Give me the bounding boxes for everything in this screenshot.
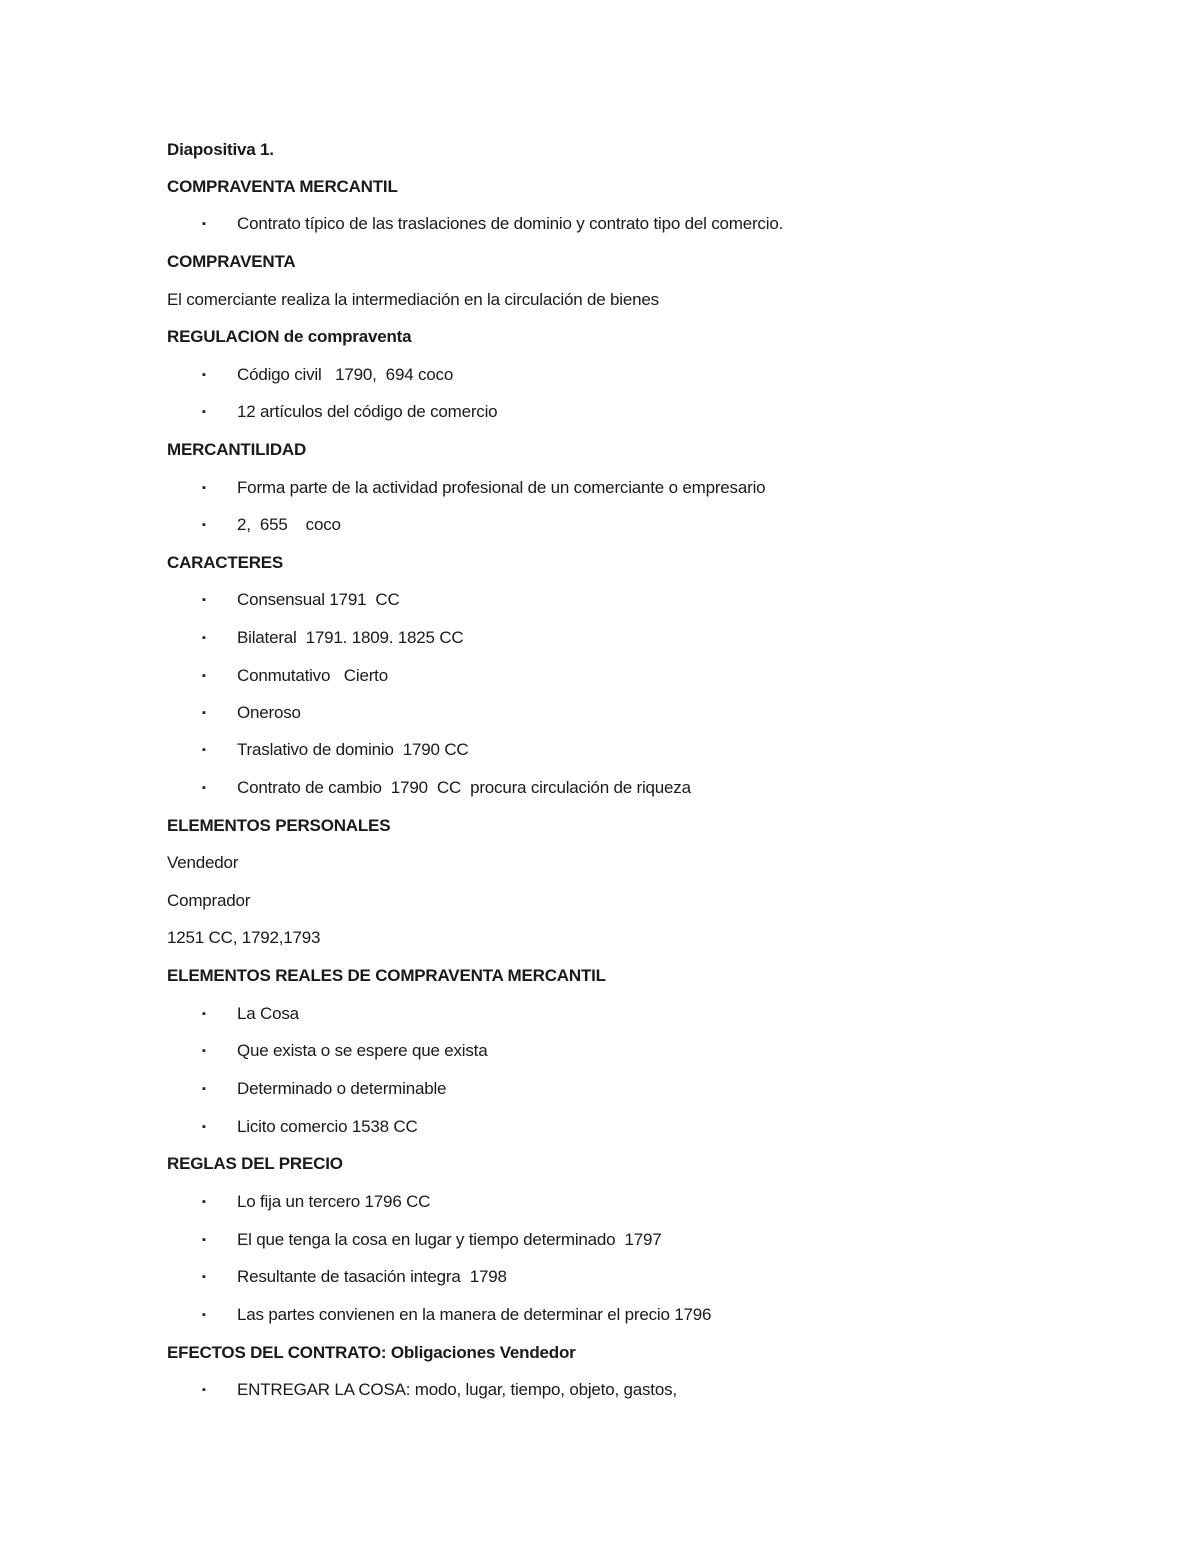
bullet-icon: ▪: [202, 782, 206, 794]
list-item-text: Forma parte de la actividad profesional de un comerciante o empresario: [237, 478, 766, 497]
list-item-text: Conmutativo Cierto: [237, 666, 388, 685]
section-heading-caracteres: CARACTERES: [167, 553, 284, 572]
section-heading-regulacion: REGULACION de compraventa: [167, 327, 412, 346]
paragraph-text: Vendedor: [167, 853, 239, 872]
bullet-icon: ▪: [202, 594, 206, 606]
paragraph-text: El comerciante realiza la intermediación en la circulación de bienes: [167, 290, 659, 309]
bullet-icon: ▪: [202, 369, 206, 381]
bullet-icon: ▪: [202, 707, 206, 719]
bullet-icon: ▪: [202, 1234, 206, 1246]
bullet-icon: ▪: [202, 1309, 206, 1321]
list-item-text: Consensual 1791 CC: [237, 590, 400, 609]
bullet-icon: ▪: [202, 519, 206, 531]
list-item-text: Lo fija un tercero 1796 CC: [237, 1192, 431, 1211]
section-heading-compraventa: COMPRAVENTA: [167, 252, 296, 271]
list-item-text: Bilateral 1791. 1809. 1825 CC: [237, 628, 464, 647]
bullet-icon: ▪: [202, 1271, 206, 1283]
bullet-icon: ▪: [202, 1045, 206, 1057]
section-heading-mercantilidad: MERCANTILIDAD: [167, 440, 307, 459]
section-heading-reglas-del-precio: REGLAS DEL PRECIO: [167, 1154, 343, 1173]
list-item-text: Las partes convienen en la manera de determinar el precio 1796: [237, 1305, 712, 1324]
list-item-text: Traslativo de dominio 1790 CC: [237, 740, 469, 759]
section-heading-elementos-reales: ELEMENTOS REALES DE COMPRAVENTA MERCANTIL: [167, 966, 606, 985]
list-item: [167, 1379, 677, 1467]
bullet-icon: ▪: [202, 1384, 206, 1396]
paragraph-text: 1251 CC, 1792,1793: [167, 928, 321, 947]
bullet-icon: ▪: [202, 670, 206, 682]
bullet-icon: ▪: [202, 406, 206, 418]
bullet-icon: ▪: [202, 1008, 206, 1020]
section-heading-efectos-del-contrato: EFECTOS DEL CONTRATO: Obligaciones Vendedor: [167, 1343, 576, 1362]
list-item-text: Oneroso: [237, 703, 301, 722]
list-item-text: Determinado o determinable: [237, 1079, 447, 1098]
list-item-text: Código civil 1790, 694 coco: [237, 365, 454, 384]
bullet-icon: ▪: [202, 744, 206, 756]
list-item-text: ENTREGAR LA COSA: modo, lugar, tiempo, objeto, gastos,: [237, 1380, 677, 1399]
list-item-text: Resultante de tasación integra 1798: [237, 1267, 507, 1286]
list-item-text: Que exista o se espere que exista: [237, 1041, 488, 1060]
list-item-text: Contrato de cambio 1790 CC procura circulación de riqueza: [237, 778, 691, 797]
bullet-icon: ▪: [202, 482, 206, 494]
list-item-text: Contrato típico de las traslaciones de dominio y contrato tipo del comercio.: [237, 214, 784, 233]
bullet-icon: ▪: [202, 632, 206, 644]
list-item-text: 2, 655 coco: [237, 515, 341, 534]
list-item-text: El que tenga la cosa en lugar y tiempo determinado 1797: [237, 1230, 662, 1249]
list-item-text: Licito comercio 1538 CC: [237, 1117, 418, 1136]
paragraph-text: Comprador: [167, 891, 251, 910]
list-item-text: La Cosa: [237, 1004, 299, 1023]
list-item-text: 12 artículos del código de comercio: [237, 402, 498, 421]
bullet-icon: ▪: [202, 1083, 206, 1095]
bullet-icon: ▪: [202, 218, 206, 230]
section-heading-elementos-personales: ELEMENTOS PERSONALES: [167, 816, 391, 835]
bullet-icon: ▪: [202, 1121, 206, 1133]
section-heading-compraventa-mercantil: COMPRAVENTA MERCANTIL: [167, 177, 398, 196]
bullet-icon: ▪: [202, 1196, 206, 1208]
slide-title: Diapositiva 1.: [167, 140, 274, 159]
